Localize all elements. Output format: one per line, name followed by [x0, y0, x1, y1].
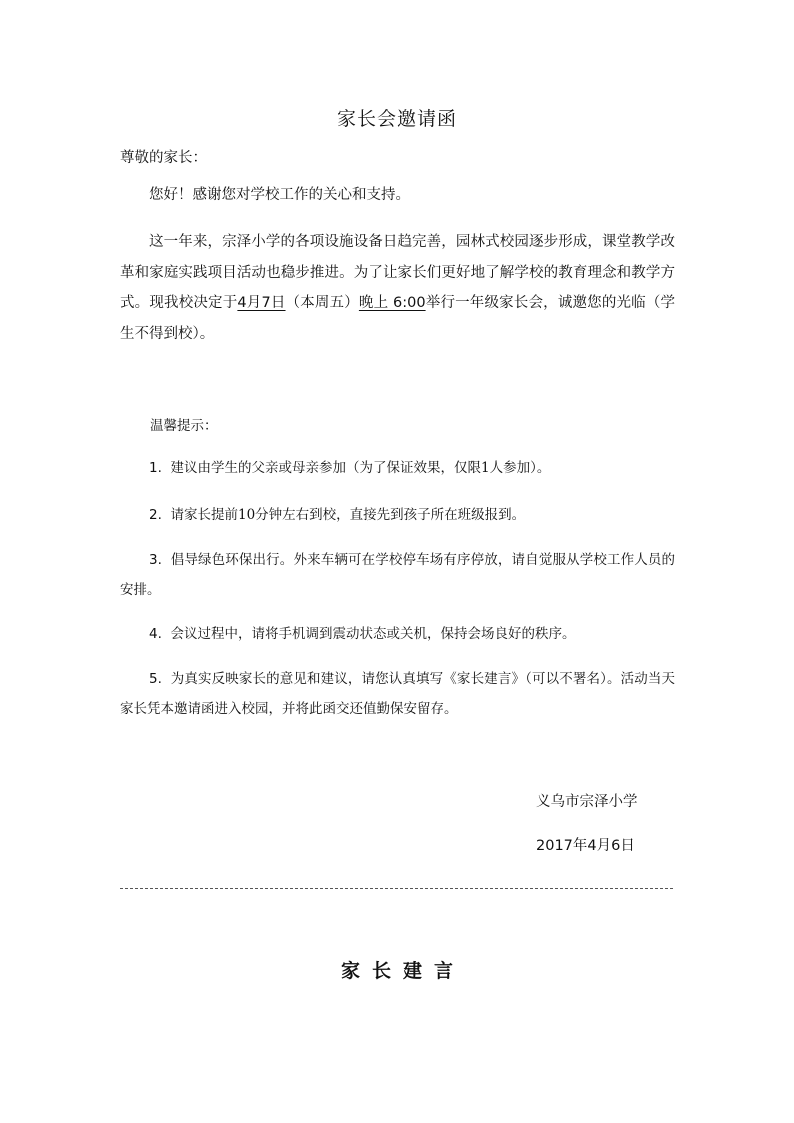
greeting: 尊敬的家长： [120, 150, 207, 166]
tip-number: 5. [149, 671, 162, 687]
opening-paragraph [120, 180, 675, 211]
meeting-date: 4月7日 [237, 295, 286, 311]
main-text-c: 举行一年级家长会，诚邀您的光临（学生不得到校）。 [120, 295, 676, 342]
tip-item [120, 453, 675, 483]
main-paragraph [120, 227, 675, 349]
tip-number: 4. [149, 626, 162, 642]
main-text-b: （本周五） [285, 295, 359, 311]
tip-text: 请家长提前10分钟左右到校，直接先到孩子所在班级报到。 [170, 507, 526, 523]
cut-line-divider [120, 888, 673, 889]
tip-number: 2. [149, 507, 162, 523]
tip-item [120, 619, 675, 649]
invitation-title: 家长会邀请函 [336, 108, 457, 130]
meeting-time: 晚上 6:00 [358, 295, 426, 311]
tip-item [120, 545, 675, 605]
tip-text: 建议由学生的父亲或母亲参加（为了保证效果，仅限1人参加）。 [170, 460, 551, 476]
tip-item [120, 664, 675, 724]
tips-title: 温馨提示： [150, 418, 218, 434]
tip-item [120, 500, 675, 530]
feedback-title: 家长建言 [340, 960, 465, 982]
tip-text: 倡导绿色环保出行。外来车辆可在学校停车场有序停放，请自觉服从学校工作人员的安排。 [120, 552, 676, 598]
main-text-a: 这一年来，宗泽小学的各项设施设备日趋完善，园林式校园逐步形成，课堂教学改革和家庭实践项目活动也稳步推进。为了让家长们更好地了解学校的教育理念和教学方式。现我校决定于 [120, 234, 675, 311]
tip-number: 1. [149, 460, 162, 476]
school-signature: 义乌市宗泽小学 [536, 794, 638, 810]
tip-text: 为真实反映家长的意见和建议，请您认真填写《家长建言》（可以不署名）。活动当天家长凭本邀请函进入校园，并将此函交还值勤保安留存。 [120, 671, 675, 717]
signature-date: 2017年4月6日 [536, 838, 635, 854]
tip-number: 3. [149, 552, 162, 568]
tip-text: 会议过程中，请将手机调到震动状态或关机，保持会场良好的秩序。 [170, 626, 576, 642]
opening-text: 您好！感谢您对学校工作的关心和支持。 [149, 187, 410, 203]
